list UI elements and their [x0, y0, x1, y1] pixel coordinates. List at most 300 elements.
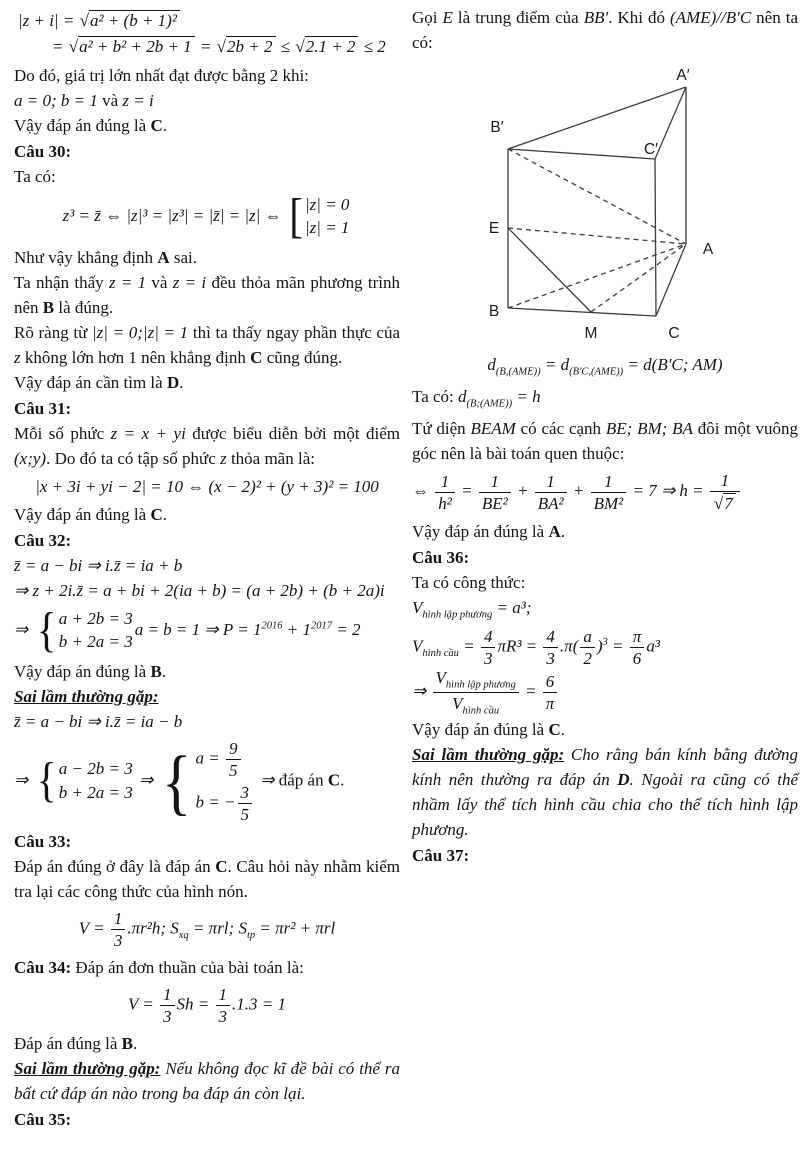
math-run: V	[452, 694, 463, 714]
cases-rows	[59, 759, 133, 803]
paragraph	[412, 742, 798, 842]
section-heading	[412, 843, 798, 868]
math-run: + 1	[282, 619, 311, 639]
bold-text: C	[215, 856, 228, 876]
math-run: π	[632, 626, 642, 646]
math-run: 1	[546, 471, 555, 491]
math-run: ≤ 2	[359, 37, 386, 57]
paragraph	[14, 659, 400, 684]
cases-brace-icon: {	[36, 754, 57, 808]
text-run: .	[161, 661, 167, 681]
text-run: Rõ ràng từ	[14, 322, 92, 342]
fraction-denominator	[630, 648, 645, 668]
paragraph	[412, 668, 798, 717]
math-run: 9	[229, 738, 238, 758]
bold-text: A	[157, 247, 170, 267]
prism-edge-Cp-C	[655, 159, 656, 316]
math-run: 3	[483, 648, 493, 668]
bold-text: Câu 34:	[14, 957, 76, 977]
vertex-label-M: M	[584, 325, 598, 342]
math-run: 4	[483, 626, 493, 646]
math-run: d	[487, 355, 496, 374]
bold-text: C	[548, 720, 561, 740]
text-run: . Do đó ta có tập số phức	[46, 448, 221, 468]
cases-bracket	[35, 603, 133, 657]
bold-italic-text: D	[617, 770, 630, 790]
math-run: (AME)//B′C	[670, 8, 752, 27]
fraction	[543, 672, 558, 713]
bold-text: Câu 35:	[14, 1110, 72, 1130]
math-run: E	[442, 8, 453, 27]
text-run: . Khi đó	[608, 8, 671, 27]
superscript: 2016	[261, 620, 283, 632]
fraction	[591, 472, 627, 513]
radical-sign-icon: √	[79, 11, 89, 30]
math-run: ⇒	[14, 619, 33, 639]
math-run: a = b = 1 ⇒ P = 1	[134, 619, 262, 639]
bold-text: C	[250, 347, 263, 367]
math-run: =	[607, 636, 628, 656]
display-formula	[412, 354, 798, 379]
fraction-numerator	[111, 909, 126, 930]
bold-text: Câu 37:	[412, 846, 470, 866]
section-heading	[14, 528, 400, 553]
math-run: 3	[240, 782, 249, 802]
math-run: = πrl; S	[188, 918, 247, 938]
math-run: 6	[545, 672, 555, 692]
math-run: a =	[195, 748, 225, 768]
math-run: = d	[540, 355, 570, 374]
subscript: hình cầu	[462, 705, 500, 717]
text-run: .	[179, 372, 184, 392]
math-run: .πr²h; S	[127, 918, 179, 938]
prism-edge-E-M	[508, 228, 591, 312]
prism-edge-Bp-A	[508, 149, 686, 244]
fraction-numerator	[481, 627, 496, 648]
fraction-numerator	[543, 627, 558, 648]
text-run: nên ta có:	[412, 8, 798, 52]
math-run: πR³ =	[497, 636, 542, 656]
math-run: 6	[632, 648, 642, 668]
fraction	[160, 985, 175, 1026]
radical-sign-icon: √	[216, 37, 227, 57]
superscript: 2017	[311, 620, 333, 632]
display-formula	[14, 603, 400, 657]
math-run: V	[435, 667, 446, 687]
subscript: hình lập phương	[445, 679, 516, 691]
bold-text: Câu 32:	[14, 530, 72, 550]
section-heading	[14, 1107, 400, 1132]
math-run: 3	[546, 648, 555, 668]
italic-text: Cho rằng bán kính bằng đường kính nên thường ra đáp án	[412, 745, 798, 790]
math-run: |x + 3i + yi − 2| = 10 ⇔ (x − 2)² + (y + 3)² = 100	[35, 476, 379, 496]
math-run: z̄ = a − bi ⇒ i.z̄ = ia + b	[14, 555, 183, 575]
math-run: a³	[646, 636, 660, 656]
prism-diagram	[428, 65, 768, 349]
math-run: a = 0; b = 1	[14, 90, 98, 110]
superscript: 3	[602, 636, 608, 648]
fraction-denominator	[226, 760, 241, 780]
text-run: .	[560, 521, 565, 541]
fraction-numerator	[160, 985, 175, 1006]
math-run: z = i	[172, 272, 207, 292]
math-run: 3	[113, 930, 123, 950]
text-run: Vậy đáp án đúng là	[412, 521, 549, 541]
math-run: 1	[163, 984, 172, 1004]
math-run: 2	[583, 648, 592, 668]
fraction-denominator	[479, 493, 511, 513]
subscript: (B,(AME))	[495, 366, 541, 378]
math-run: =	[520, 681, 541, 701]
radicand	[78, 36, 195, 57]
math-run: = 2	[332, 619, 361, 639]
fraction	[630, 627, 645, 668]
text-run: .	[340, 770, 345, 790]
text-run: Đáp án đúng là	[14, 1034, 122, 1054]
vertex-label-C: C	[668, 325, 680, 342]
radical-sign-icon: √	[295, 37, 305, 57]
display-formula	[14, 189, 400, 243]
fraction-denominator	[160, 1006, 175, 1026]
fraction-numerator	[710, 471, 740, 492]
math-run: +	[512, 481, 533, 501]
math-run: 1	[218, 984, 228, 1004]
paragraph	[412, 519, 798, 544]
bold-text: Câu 30:	[14, 141, 72, 161]
fraction-numerator	[591, 472, 627, 493]
math-run: V =	[127, 994, 159, 1014]
math-run: BE; BM; BA	[605, 418, 693, 438]
math-run: z = x + yi	[110, 423, 186, 443]
paragraph	[14, 320, 400, 370]
radical	[295, 36, 358, 57]
display-formula	[14, 476, 400, 497]
paragraph	[412, 595, 798, 627]
bold-text: B	[42, 297, 55, 317]
text-run	[159, 739, 254, 824]
cases-brace-icon: {	[162, 740, 192, 822]
cases-rows	[59, 609, 133, 653]
text-run: Vậy đáp án đúng là	[14, 504, 151, 524]
fraction	[580, 627, 595, 668]
paragraph	[14, 63, 400, 88]
radicand	[89, 10, 180, 31]
fraction-numerator	[535, 472, 567, 493]
math-run: 2b + 2	[227, 37, 273, 57]
math-run: z	[14, 347, 21, 367]
math-run: ⇔	[412, 481, 434, 501]
fraction-numerator	[216, 985, 231, 1006]
math-run: 3	[218, 1007, 228, 1026]
fraction	[543, 627, 558, 668]
paragraph	[14, 164, 400, 189]
fraction-denominator	[216, 1006, 231, 1026]
paragraph	[412, 570, 798, 595]
math-run: BA²	[537, 493, 564, 513]
subscript: (B;(AME))	[466, 397, 513, 409]
math-run: 2.1 + 2	[305, 37, 356, 57]
math-run: 5	[240, 804, 249, 824]
fraction-numerator	[238, 783, 253, 804]
fraction-numerator	[435, 472, 455, 493]
text-run: Đáp án đơn thuần của bài toán là:	[75, 957, 304, 977]
cases-brace-icon: {	[36, 603, 57, 657]
math-run: h²	[438, 493, 452, 513]
text-run: .	[560, 720, 565, 740]
paragraph	[14, 370, 400, 395]
radical	[217, 36, 276, 57]
math-run: ⇒	[14, 770, 33, 790]
math-run: b = −	[195, 792, 236, 812]
math-run: =	[458, 636, 479, 656]
radicand	[226, 36, 275, 57]
text-run: Ta có công thức:	[412, 572, 526, 592]
math-run: .π(	[559, 636, 579, 656]
radical	[80, 10, 180, 31]
display-formula	[14, 739, 400, 824]
text-run: Ta nhận thấy	[14, 272, 109, 292]
prism-edge-Bp-Ap	[508, 87, 686, 149]
math-run: .1.3 = 1	[232, 994, 287, 1014]
cases-row	[59, 609, 133, 629]
math-run: BB′	[583, 8, 609, 27]
display-formula	[14, 909, 400, 950]
paragraph	[14, 270, 400, 320]
cases-brace-icon: [	[289, 189, 303, 243]
paragraph	[14, 1031, 400, 1056]
paragraph	[14, 854, 400, 904]
display-formula	[14, 10, 400, 31]
text-run: đều thỏa mãn phương trình nên	[14, 272, 401, 317]
fraction	[111, 909, 126, 950]
radicand	[723, 493, 736, 514]
fraction	[479, 472, 511, 513]
fraction-denominator	[238, 804, 253, 824]
math-run: ⇒	[412, 681, 431, 701]
right-column	[412, 5, 798, 868]
text-run: Vậy đáp án đúng là	[412, 720, 549, 740]
bold-text: C	[327, 770, 341, 790]
fraction-denominator	[433, 693, 519, 717]
paragraph	[412, 717, 798, 742]
text-run: đáp án	[278, 770, 328, 790]
fraction-numerator	[433, 668, 519, 693]
vertex-label-Bp: B′	[490, 119, 504, 136]
text-run: là trung điểm của	[452, 8, 584, 27]
math-run: |z| = 0	[304, 194, 350, 214]
math-run: z = i	[122, 90, 154, 110]
math-run: = d(B′C; AM)	[623, 355, 723, 374]
math-run: |z| = 0;|z| = 1	[91, 322, 189, 342]
fraction	[481, 627, 496, 668]
math-run: V	[412, 636, 423, 656]
paragraph	[14, 578, 400, 603]
cases-row	[59, 783, 133, 803]
fraction-denominator	[481, 648, 496, 668]
bold-text: Câu 31:	[14, 398, 72, 418]
paragraph	[14, 421, 400, 471]
math-run: ≤	[276, 37, 295, 57]
subscript: (B′C,(AME))	[569, 366, 624, 378]
prism-edge-Ap-Cp	[655, 87, 686, 159]
fraction	[535, 472, 567, 513]
paragraph	[14, 709, 400, 734]
fraction-denominator	[111, 930, 126, 950]
math-run: |z| = 1	[304, 218, 350, 237]
math-run: a − 2b = 3	[58, 759, 133, 779]
text-run: đôi một vuông góc nên là bài toán quen thuộc:	[412, 418, 798, 463]
math-run: π	[545, 694, 555, 714]
prism-edge-C-A	[656, 244, 686, 316]
subscript: tp	[246, 929, 256, 941]
math-run: Sh =	[176, 994, 214, 1014]
math-run: b + 2a = 3	[58, 632, 133, 652]
left-column	[14, 5, 400, 1132]
math-run: ⇒	[256, 770, 279, 790]
math-run: d	[458, 386, 467, 406]
math-run: = πr² + πrl	[255, 918, 336, 938]
paragraph	[412, 384, 798, 416]
text-run: Tứ diện	[412, 418, 471, 438]
text-run: Do đó, giá trị lớn nhất đạt được bằng 2 khi:	[14, 65, 309, 85]
math-run: 1	[604, 471, 613, 491]
cases-bracket	[288, 189, 350, 243]
math-run: a + 2b = 3	[58, 608, 133, 628]
math-run: a² + (b + 1)²	[89, 11, 177, 30]
text-run: sai.	[169, 247, 197, 267]
math-run: )	[596, 636, 603, 656]
fraction	[238, 783, 253, 824]
paragraph	[14, 684, 400, 709]
radical	[714, 493, 736, 514]
fraction-denominator	[710, 492, 740, 514]
text-run: được biểu diễn bởi một điểm	[185, 423, 401, 443]
section-heading	[14, 396, 400, 421]
vertex-label-E: E	[488, 220, 500, 237]
paragraph	[14, 88, 400, 113]
cases-rows	[305, 195, 349, 239]
math-run: 1	[440, 471, 450, 491]
italic-text: Nếu không đọc kĩ đề bài có thể ra bất cứ đáp án nào trong ba đáp án còn lại.	[14, 1059, 400, 1104]
math-run: 1	[113, 908, 123, 928]
bold-text: B	[121, 1034, 133, 1054]
display-formula	[14, 36, 400, 57]
text-run: Đáp án đúng ở đây là đáp án	[14, 856, 216, 876]
bold-text: Câu 36:	[412, 547, 470, 567]
text-run: Ta có:	[412, 386, 459, 406]
math-run: a	[583, 626, 592, 646]
text-run: .	[162, 115, 167, 135]
bold-text: B	[150, 661, 162, 681]
bold-text: D	[166, 372, 180, 392]
text-run: và	[146, 272, 173, 292]
vertex-label-Ap: A′	[676, 67, 690, 84]
paragraph	[412, 627, 798, 668]
math-run: V =	[78, 918, 109, 938]
text-run: thì ta thấy ngay phần thực của	[188, 322, 400, 342]
display-formula	[14, 985, 400, 1026]
vertex-label-A: A	[702, 241, 714, 258]
radical	[69, 36, 195, 57]
cases-row	[59, 632, 133, 652]
text-run: Như vậy khẳng định	[14, 247, 158, 267]
text-run: thỏa mãn là:	[226, 448, 315, 468]
fraction	[433, 668, 519, 717]
text-run: cũng đúng.	[262, 347, 343, 367]
italic-text: . Ngoài ra cũng có thể nhầm lấy thể tích hình cầu chia cho thể tích hình lập phương.	[412, 770, 798, 840]
section-heading	[412, 545, 798, 570]
math-run: =	[52, 37, 68, 57]
prism-edge-B-C	[508, 308, 656, 316]
math-run: |z + i| =	[18, 11, 79, 30]
subscript: hình lập phương	[422, 608, 493, 620]
math-run: z	[220, 448, 227, 468]
text-run: có các cạnh	[515, 418, 606, 438]
cases-row	[196, 739, 254, 780]
text-run: Vậy đáp án đúng là	[14, 661, 151, 681]
math-run: V	[412, 597, 423, 617]
math-run: ⇒ z + 2i.z̄ = a + bi + 2(ia + b) = (a + 2b) + (b + 2a)i	[14, 580, 385, 600]
cases-row	[59, 759, 133, 779]
math-run: z³ = z̄ ⇔ |z|³ = |z³| = |z̄| = |z| ⇔	[62, 205, 286, 225]
radical-sign-icon: √	[68, 37, 79, 57]
underlined-note-label: Sai lầm thường gặp:	[412, 745, 565, 765]
cases-row	[196, 783, 254, 824]
display-formula	[412, 471, 798, 514]
fraction-denominator	[543, 648, 558, 668]
cases-row	[305, 195, 349, 215]
paragraph	[14, 113, 400, 138]
paragraph	[14, 955, 400, 980]
underlined-note-label: Sai lầm thường gặp:	[14, 686, 159, 706]
prism-figure	[428, 65, 798, 349]
math-run: +	[568, 481, 589, 501]
fraction-numerator	[543, 672, 558, 693]
subscript: xq	[178, 929, 189, 941]
text-run: . Câu hỏi này nhằm kiểm tra lại các công thức của hình nón.	[14, 856, 400, 901]
fraction-numerator	[479, 472, 511, 493]
fraction	[435, 472, 455, 513]
paragraph	[412, 416, 798, 466]
paragraph	[412, 5, 798, 55]
math-run: = a³;	[492, 597, 532, 617]
math-run: BE²	[481, 493, 508, 513]
paragraph	[14, 1056, 400, 1106]
cases-bracket	[35, 754, 133, 808]
fraction	[710, 471, 740, 514]
text-run: .	[132, 1034, 138, 1054]
math-run: b + 2a = 3	[58, 782, 133, 802]
fraction-numerator	[226, 739, 241, 760]
text-run: Vậy đáp án đúng là	[14, 115, 151, 135]
math-run: BEAM	[470, 418, 516, 438]
math-run: 7	[724, 493, 733, 513]
math-run: 3	[163, 1007, 172, 1026]
radicand	[305, 36, 359, 57]
section-heading	[14, 139, 400, 164]
fraction-denominator	[435, 493, 455, 513]
fraction-numerator	[630, 627, 645, 648]
prism-edge-Bp-Cp	[508, 149, 655, 159]
fraction	[226, 739, 241, 780]
math-run: ⇒	[134, 770, 158, 790]
prism-edge-B-A	[508, 244, 686, 308]
math-run: = 7 ⇒ h =	[628, 481, 708, 501]
fraction-denominator	[543, 693, 558, 713]
paragraph	[14, 245, 400, 270]
math-run: 1	[490, 471, 500, 491]
math-run: (x;y)	[14, 448, 47, 468]
